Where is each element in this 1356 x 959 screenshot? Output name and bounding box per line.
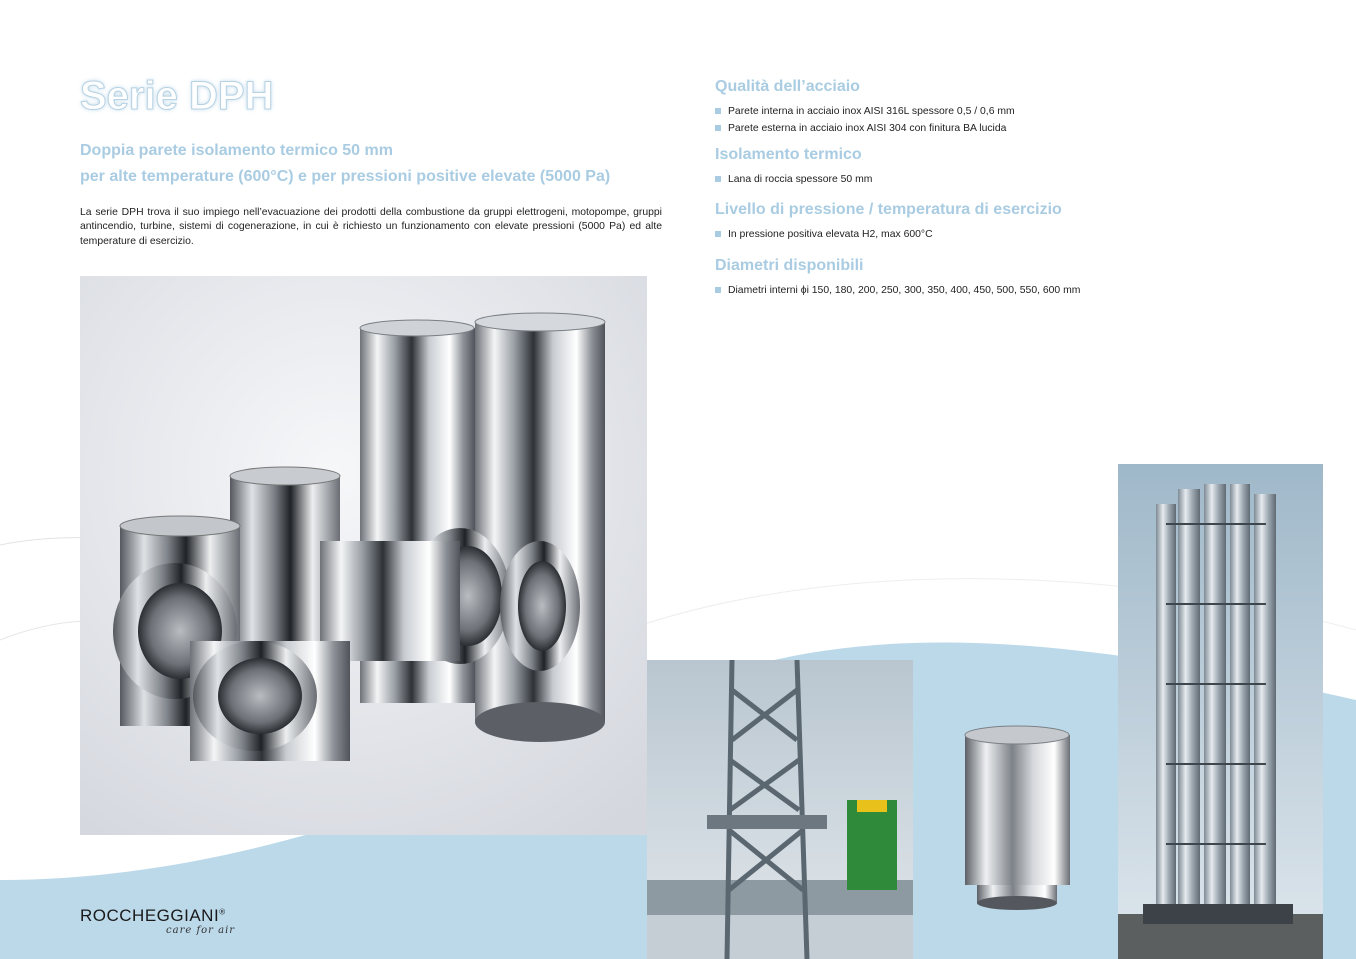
section-title: Isolamento termico <box>715 146 862 163</box>
list-item: Diametri interni ϕi 150, 180, 200, 250, 300, 350, 400, 450, 500, 550, 600 mm <box>715 282 1275 299</box>
section-title: Livello di pressione / temperatura di esercizio <box>715 201 1062 218</box>
brand-logo <box>80 906 235 936</box>
pipe-element-photo <box>955 720 1075 920</box>
section-list <box>715 171 1275 188</box>
logo-tagline: care for air <box>166 925 236 936</box>
subtitle <box>80 138 610 190</box>
list-item: Parete esterna in acciaio inox AISI 304 con finitura BA lucida <box>715 120 1275 137</box>
spec-sections <box>715 78 1275 299</box>
section-list <box>715 282 1275 299</box>
chimney-stack-photo <box>1118 464 1323 959</box>
page-title: Serie DPH <box>80 74 274 118</box>
section-title: Diametri disponibili <box>715 257 864 274</box>
list-item: Parete interna in acciaio inox AISI 316L spessore 0,5 / 0,6 mm <box>715 103 1275 120</box>
logo-brand-name: ROCCHEGGIANI® <box>80 906 226 925</box>
product-photo-pipes <box>80 276 647 835</box>
subtitle-line: Doppia parete isolamento termico 50 mm <box>80 142 393 159</box>
intro-paragraph: La serie DPH trova il suo impiego nell’evacuazione dei prodotti della combustione da gruppi elettrogeni, motopompe, gruppi antincendio, turbine, sistemi di cogenerazione, in cui è richiesto un funzionamento con elevate pressioni (5000 Pa) ed alte temperature di esercizio. <box>80 207 662 247</box>
section-list <box>715 226 1275 243</box>
list-item: In pressione positiva elevata H2, max 600°C <box>715 226 1275 243</box>
section-list <box>715 103 1275 137</box>
section-title: Qualità dell’acciaio <box>715 78 860 95</box>
subtitle-line: per alte temperature (600°C) e per pressioni positive elevate (5000 Pa) <box>80 168 611 185</box>
list-item: Lana di roccia spessore 50 mm <box>715 171 1275 188</box>
installation-photo <box>647 660 913 959</box>
